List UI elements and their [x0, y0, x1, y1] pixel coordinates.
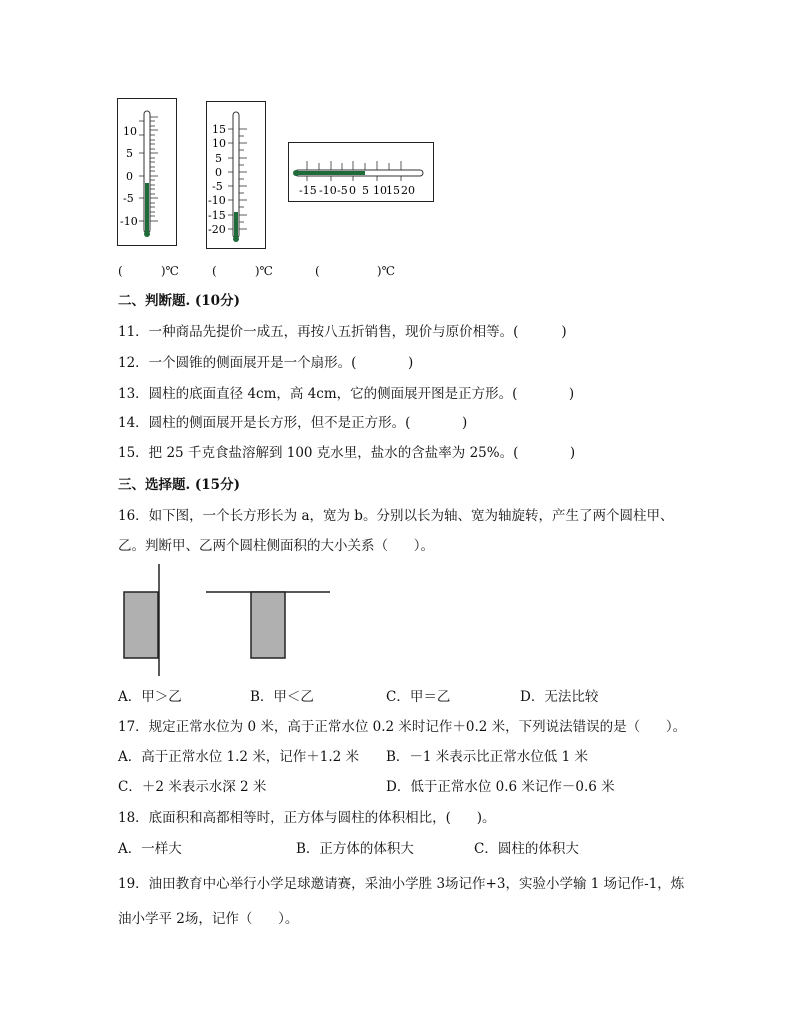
question-17: 17．规定正常水位为 0 米，高于正常水位 0.2 米时记作＋0.2 米，下列说法错误的是（ ）。: [118, 719, 687, 735]
t3-tick-0: -15: [299, 184, 317, 197]
t1-tick-2: 0: [126, 170, 133, 183]
t2-tick-0: 15: [212, 123, 226, 136]
t3-tick-1: -10: [319, 184, 337, 197]
question-19-line-2: 油小学平 2场，记作（ ）。: [118, 911, 299, 927]
t2-tick-7: -20: [208, 223, 226, 236]
q18-option-c[interactable]: C．圆柱的体积大: [474, 841, 579, 857]
t3-tick-2: -5: [337, 184, 348, 197]
q16-option-d[interactable]: D．无法比较: [520, 689, 599, 705]
t1-tick-1: 5: [126, 147, 133, 160]
thermometer-1-frame: [117, 98, 177, 246]
question-15: 15．把 25 千克食盐溶解到 100 克水里，盐水的含盐率为 25%。( ): [118, 445, 576, 461]
thermometer-3: [289, 143, 433, 201]
answer-blank-3[interactable]: ( )℃: [315, 264, 396, 278]
section-2-heading: 二、判断题. (10分): [118, 293, 240, 309]
question-11: 11．一种商品先提价一成五，再按八五折销售，现价与原价相等。( ): [118, 324, 567, 340]
q18-option-a[interactable]: A．一样大: [118, 841, 182, 857]
t1-tick-0: 10: [123, 125, 137, 138]
q17-option-a[interactable]: A．高于正常水位 1.2 米，记作＋1.2 米: [118, 749, 360, 765]
thermometer-1: [118, 99, 176, 245]
t2-tick-3: 0: [215, 166, 222, 179]
question-16-line-1: 16．如下图，一个长方形长为 a，宽为 b。分别以长为轴、宽为轴旋转，产生了两个圆柱甲、: [118, 508, 674, 524]
question-12: 12．一个圆锥的侧面展开是一个扇形。( ): [118, 355, 414, 371]
t2-tick-6: -15: [208, 209, 226, 222]
t3-tick-6: 15: [386, 184, 400, 197]
thermometer-2: [207, 102, 265, 248]
t3-tick-3: 0: [349, 184, 356, 197]
q17-option-c[interactable]: C．＋2 米表示水深 2 米: [118, 779, 267, 795]
t2-tick-2: 5: [215, 152, 222, 165]
t2-tick-5: -10: [208, 194, 226, 207]
rectangle-short-axis: [251, 592, 285, 658]
question-19-line-1: 19．油田教育中心举行小学足球邀请赛，采油小学胜 3场记作+3，实验小学输 1 场记作-1，炼: [118, 876, 685, 892]
question-14: 14．圆柱的侧面展开是长方形，但不是正方形。( ): [118, 415, 468, 431]
question-13: 13．圆柱的底面直径 4cm，高 4cm，它的侧面展开图是正方形。( ): [118, 386, 575, 402]
q18-option-b[interactable]: B．正方体的体积大: [296, 841, 414, 857]
question-18: 18．底面积和高都相等时，正方体与圆柱的体积相比，( )。: [118, 810, 496, 826]
q17-option-d[interactable]: D．低于正常水位 0.6 米记作－0.6 米: [386, 779, 615, 795]
t2-tick-1: 10: [212, 137, 226, 150]
q16-option-a[interactable]: A．甲＞乙: [118, 689, 182, 705]
t3-tick-4: 5: [362, 184, 369, 197]
section-3-heading: 三、选择题. (15分): [118, 477, 240, 493]
q16-option-c[interactable]: C．甲＝乙: [386, 689, 451, 705]
answer-blank-2[interactable]: ( )℃: [212, 264, 273, 278]
q17-option-b[interactable]: B．－1 米表示比正常水位低 1 米: [386, 749, 588, 765]
t3-tick-5: 10: [373, 184, 387, 197]
question-16-line-2: 乙。判断甲、乙两个圆柱侧面积的大小关系（ ）。: [118, 538, 434, 554]
rectangle-rotation-figure: [110, 560, 340, 680]
answer-blank-1[interactable]: ( )℃: [118, 264, 179, 278]
thermometer-3-frame: [288, 142, 434, 202]
t2-tick-4: -5: [212, 180, 223, 193]
t1-tick-3: -5: [123, 192, 134, 205]
q16-option-b[interactable]: B．甲＜乙: [250, 689, 314, 705]
t3-tick-7: 20: [401, 184, 415, 197]
thermometer-2-frame: [206, 101, 266, 249]
rectangle-long-axis: [124, 592, 158, 658]
t1-tick-4: -10: [120, 215, 138, 228]
